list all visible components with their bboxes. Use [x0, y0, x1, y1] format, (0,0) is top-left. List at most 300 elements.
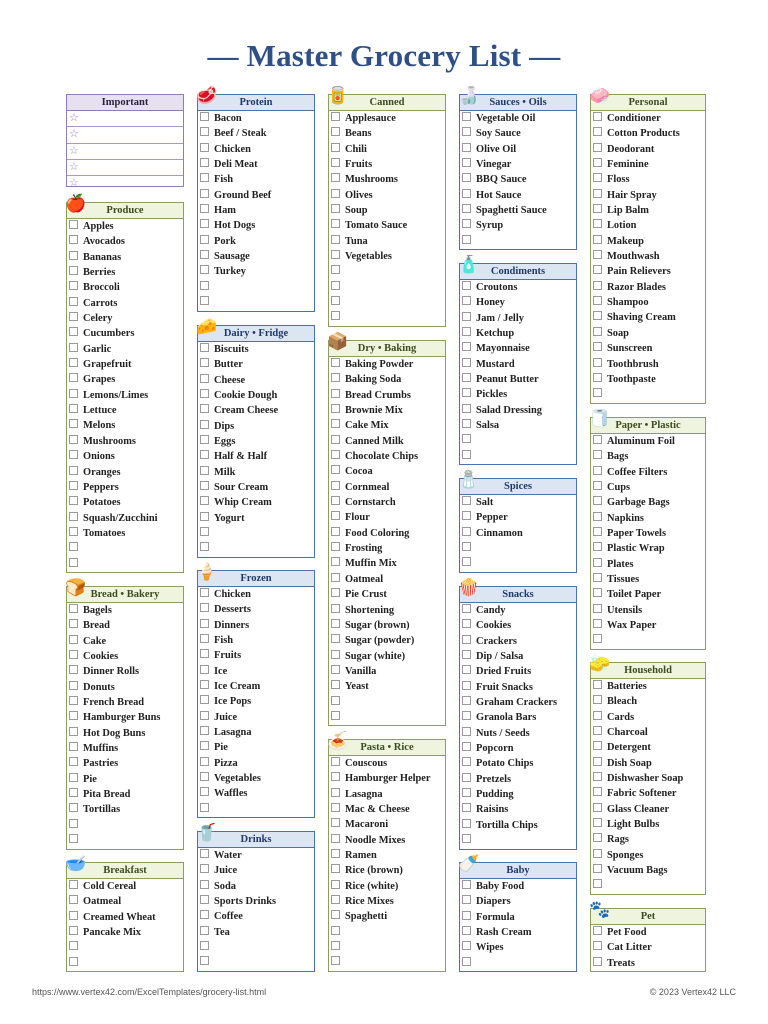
item-checkbox[interactable] [200, 880, 209, 889]
item-checkbox[interactable] [331, 127, 340, 136]
item-checkbox[interactable] [331, 880, 340, 889]
list-item [460, 280, 576, 295]
item-checkbox[interactable] [462, 941, 471, 950]
item-checkbox[interactable] [462, 604, 471, 613]
item-checkbox[interactable] [69, 481, 78, 490]
item-checkbox[interactable] [331, 358, 340, 367]
item-checkbox[interactable] [593, 281, 602, 290]
item-checkbox[interactable] [462, 373, 471, 382]
item-checkbox[interactable] [200, 603, 209, 612]
item-checkbox[interactable] [331, 803, 340, 812]
item-checkbox[interactable] [331, 650, 340, 659]
item-checkbox[interactable] [69, 281, 78, 290]
item-checkbox[interactable] [69, 542, 78, 551]
item-checkbox[interactable] [69, 266, 78, 275]
item-checkbox[interactable] [331, 665, 340, 674]
list-item [329, 526, 445, 541]
item-checkbox[interactable] [462, 511, 471, 520]
item-checkbox[interactable] [462, 327, 471, 336]
item-checkbox[interactable] [331, 173, 340, 182]
item-checkbox[interactable] [593, 435, 602, 444]
item-label: Salad Dressing [476, 404, 542, 416]
item-label: Ham [214, 205, 236, 217]
item-checkbox[interactable] [200, 250, 209, 259]
list-item [460, 772, 576, 787]
item-checkbox[interactable] [69, 650, 78, 659]
item-checkbox[interactable] [200, 956, 209, 965]
item-checkbox[interactable] [331, 941, 340, 950]
item-checkbox[interactable] [462, 788, 471, 797]
item-checkbox[interactable] [69, 803, 78, 812]
item-checkbox[interactable] [331, 588, 340, 597]
item-checkbox[interactable] [593, 527, 602, 536]
item-checkbox[interactable] [331, 542, 340, 551]
item-checkbox[interactable] [69, 711, 78, 720]
item-checkbox[interactable] [331, 435, 340, 444]
item-checkbox[interactable] [69, 496, 78, 505]
item-checkbox[interactable] [69, 251, 78, 260]
list-item [198, 157, 314, 172]
item-checkbox[interactable] [462, 434, 471, 443]
item-checkbox[interactable] [462, 158, 471, 167]
item-checkbox[interactable] [69, 911, 78, 920]
item-checkbox[interactable] [69, 220, 78, 229]
list-item [198, 203, 314, 218]
item-checkbox[interactable] [593, 604, 602, 613]
item-checkbox[interactable] [462, 727, 471, 736]
item-checkbox[interactable] [200, 143, 209, 152]
item-checkbox[interactable] [331, 511, 340, 520]
item-checkbox[interactable] [462, 312, 471, 321]
item-checkbox[interactable] [462, 911, 471, 920]
protein-title: Protein [239, 97, 273, 108]
important-row[interactable]: ☆ [69, 177, 79, 190]
item-label: Peppers [83, 481, 119, 493]
item-checkbox[interactable] [331, 235, 340, 244]
footer-url[interactable]: https://www.vertex42.com/ExcelTemplates/grocery-list.html [32, 987, 267, 997]
item-checkbox[interactable] [331, 496, 340, 505]
item-checkbox[interactable] [593, 573, 602, 582]
item-checkbox[interactable] [69, 435, 78, 444]
item-checkbox[interactable] [200, 542, 209, 551]
item-checkbox[interactable] [69, 880, 78, 889]
item-checkbox[interactable] [331, 250, 340, 259]
item-checkbox[interactable] [331, 910, 340, 919]
item-checkbox[interactable] [331, 373, 340, 382]
item-checkbox[interactable] [69, 512, 78, 521]
item-checkbox[interactable] [462, 742, 471, 751]
item-checkbox[interactable] [593, 219, 602, 228]
list-item [67, 680, 183, 695]
item-checkbox[interactable] [462, 419, 471, 428]
pet-section [589, 900, 706, 972]
item-checkbox[interactable] [462, 281, 471, 290]
item-checkbox[interactable] [69, 665, 78, 674]
important-row[interactable]: ☆ [67, 111, 183, 127]
item-checkbox[interactable] [200, 112, 209, 121]
item-checkbox[interactable] [593, 388, 602, 397]
item-checkbox[interactable] [331, 527, 340, 536]
item-checkbox[interactable] [200, 189, 209, 198]
list-item [591, 848, 705, 863]
item-checkbox[interactable] [200, 634, 209, 643]
item-checkbox[interactable] [69, 450, 78, 459]
item-checkbox[interactable] [69, 926, 78, 935]
item-checkbox[interactable] [462, 219, 471, 228]
item-checkbox[interactable] [69, 788, 78, 797]
item-checkbox[interactable] [593, 512, 602, 521]
item-checkbox[interactable] [69, 941, 78, 950]
item-checkbox[interactable] [593, 957, 602, 966]
item-checkbox[interactable] [69, 773, 78, 782]
item-checkbox[interactable] [593, 558, 602, 567]
important-row[interactable]: ☆ [67, 160, 183, 176]
item-checkbox[interactable] [331, 849, 340, 858]
item-checkbox[interactable] [69, 404, 78, 413]
list-item [329, 172, 445, 187]
item-checkbox[interactable] [200, 404, 209, 413]
item-checkbox[interactable] [462, 542, 471, 551]
item-checkbox[interactable] [200, 481, 209, 490]
item-checkbox[interactable] [200, 374, 209, 383]
item-checkbox[interactable] [462, 557, 471, 566]
item-checkbox[interactable] [462, 404, 471, 413]
item-label: Cornstarch [345, 497, 396, 509]
snacks-section [458, 578, 577, 850]
item-checkbox[interactable] [462, 635, 471, 644]
item-label: Shampoo [607, 297, 649, 309]
item-checkbox[interactable] [462, 696, 471, 705]
item-checkbox[interactable] [462, 527, 471, 536]
item-checkbox[interactable] [593, 296, 602, 305]
item-checkbox[interactable] [331, 895, 340, 904]
item-checkbox[interactable] [200, 450, 209, 459]
item-checkbox[interactable] [462, 496, 471, 505]
item-label: Beef / Steak [214, 128, 267, 140]
item-checkbox[interactable] [593, 833, 602, 842]
item-checkbox[interactable] [200, 435, 209, 444]
bread-header [65, 578, 183, 603]
item-checkbox[interactable] [331, 189, 340, 198]
item-checkbox[interactable] [331, 696, 340, 705]
item-checkbox[interactable] [593, 373, 602, 382]
item-checkbox[interactable] [331, 557, 340, 566]
item-checkbox[interactable] [593, 741, 602, 750]
item-checkbox[interactable] [200, 665, 209, 674]
item-checkbox[interactable] [200, 680, 209, 689]
item-checkbox[interactable] [331, 204, 340, 213]
item-checkbox[interactable] [331, 265, 340, 274]
item-checkbox[interactable] [200, 619, 209, 628]
item-checkbox[interactable] [593, 803, 602, 812]
item-label: Diapers [476, 896, 511, 908]
item-checkbox[interactable] [331, 956, 340, 965]
item-checkbox[interactable] [69, 619, 78, 628]
item-checkbox[interactable] [331, 450, 340, 459]
item-checkbox[interactable] [462, 296, 471, 305]
item-checkbox[interactable] [462, 235, 471, 244]
item-checkbox[interactable] [69, 895, 78, 904]
list-item [591, 434, 705, 449]
item-checkbox[interactable] [462, 681, 471, 690]
item-checkbox[interactable] [331, 788, 340, 797]
item-checkbox[interactable] [331, 296, 340, 305]
item-checkbox[interactable] [593, 250, 602, 259]
item-checkbox[interactable] [462, 957, 471, 966]
item-checkbox[interactable] [200, 864, 209, 873]
item-checkbox[interactable] [200, 420, 209, 429]
item-checkbox[interactable] [200, 512, 209, 521]
item-checkbox[interactable] [331, 772, 340, 781]
item-checkbox[interactable] [462, 665, 471, 674]
item-label: Lasagna [214, 727, 252, 739]
important-row[interactable]: ☆ [67, 144, 183, 160]
item-checkbox[interactable] [200, 343, 209, 352]
item-label: Applesauce [345, 113, 396, 124]
item-checkbox[interactable] [593, 926, 602, 935]
list-item [591, 694, 705, 709]
item-checkbox[interactable] [200, 926, 209, 935]
item-label: Cream Cheese [214, 405, 279, 417]
item-checkbox[interactable] [462, 143, 471, 152]
item-checkbox[interactable] [200, 219, 209, 228]
item-checkbox[interactable] [200, 296, 209, 305]
item-checkbox[interactable] [593, 481, 602, 490]
item-checkbox[interactable] [69, 343, 78, 352]
item-checkbox[interactable] [593, 695, 602, 704]
produce-header [65, 194, 183, 219]
item-checkbox[interactable] [462, 450, 471, 459]
list-item [198, 280, 314, 295]
item-checkbox[interactable] [462, 127, 471, 136]
item-checkbox[interactable] [200, 910, 209, 919]
item-checkbox[interactable] [200, 757, 209, 766]
item-checkbox[interactable] [593, 757, 602, 766]
item-checkbox[interactable] [331, 619, 340, 628]
item-checkbox[interactable] [69, 389, 78, 398]
list-item [591, 572, 705, 587]
item-checkbox[interactable] [331, 634, 340, 643]
item-checkbox[interactable] [331, 757, 340, 766]
item-checkbox[interactable] [593, 726, 602, 735]
item-checkbox[interactable] [462, 112, 471, 121]
item-checkbox[interactable] [331, 112, 340, 121]
item-checkbox[interactable] [331, 680, 340, 689]
item-checkbox[interactable] [200, 849, 209, 858]
pet-header [589, 900, 705, 925]
item-checkbox[interactable] [331, 711, 340, 720]
item-checkbox[interactable] [69, 235, 78, 244]
list-item [329, 710, 445, 725]
item-checkbox[interactable] [462, 880, 471, 889]
item-checkbox[interactable] [69, 681, 78, 690]
item-checkbox[interactable] [69, 727, 78, 736]
item-checkbox[interactable] [69, 742, 78, 751]
item-checkbox[interactable] [593, 466, 602, 475]
item-checkbox[interactable] [331, 143, 340, 152]
item-checkbox[interactable] [200, 204, 209, 213]
item-checkbox[interactable] [462, 711, 471, 720]
item-checkbox[interactable] [69, 834, 78, 843]
item-checkbox[interactable] [593, 634, 602, 643]
item-checkbox[interactable] [200, 695, 209, 704]
item-checkbox[interactable] [593, 235, 602, 244]
item-checkbox[interactable] [69, 757, 78, 766]
item-checkbox[interactable] [331, 404, 340, 413]
page-title: — Master Grocery List — [207, 38, 561, 73]
item-checkbox[interactable] [593, 588, 602, 597]
list-item [329, 510, 445, 525]
item-checkbox[interactable] [200, 389, 209, 398]
item-checkbox[interactable] [69, 419, 78, 428]
item-checkbox[interactable] [331, 573, 340, 582]
item-checkbox[interactable] [593, 496, 602, 505]
item-checkbox[interactable] [593, 711, 602, 720]
item-checkbox[interactable] [331, 604, 340, 613]
item-label: Chili [345, 143, 367, 155]
item-checkbox[interactable] [593, 941, 602, 950]
item-checkbox[interactable] [69, 696, 78, 705]
item-checkbox[interactable] [593, 787, 602, 796]
item-checkbox[interactable] [593, 342, 602, 351]
item-label: Hamburger Helper [345, 773, 431, 785]
item-checkbox[interactable] [593, 189, 602, 198]
item-checkbox[interactable] [593, 358, 602, 367]
item-checkbox[interactable] [462, 819, 471, 828]
item-checkbox[interactable] [593, 772, 602, 781]
item-checkbox[interactable] [200, 265, 209, 274]
item-checkbox[interactable] [200, 496, 209, 505]
item-checkbox[interactable] [200, 741, 209, 750]
item-checkbox[interactable] [69, 604, 78, 613]
item-checkbox[interactable] [331, 465, 340, 474]
item-checkbox[interactable] [69, 527, 78, 536]
item-checkbox[interactable] [69, 558, 78, 567]
item-checkbox[interactable] [462, 619, 471, 628]
item-checkbox[interactable] [593, 542, 602, 551]
item-checkbox[interactable] [331, 281, 340, 290]
item-checkbox[interactable] [69, 297, 78, 306]
personal-title: Personal [628, 97, 668, 108]
item-checkbox[interactable] [200, 527, 209, 536]
item-checkbox[interactable] [200, 649, 209, 658]
item-checkbox[interactable] [200, 895, 209, 904]
item-checkbox[interactable] [331, 219, 340, 228]
baking-icon: 📦 [327, 332, 349, 351]
paper-header [589, 409, 705, 434]
item-checkbox[interactable] [69, 312, 78, 321]
item-label: Bleach [607, 696, 638, 708]
item-checkbox[interactable] [69, 819, 78, 828]
item-checkbox[interactable] [331, 481, 340, 490]
item-label: Conditioner [607, 113, 661, 124]
item-checkbox[interactable] [593, 450, 602, 459]
item-checkbox[interactable] [69, 327, 78, 336]
item-checkbox[interactable] [593, 680, 602, 689]
item-checkbox[interactable] [593, 112, 602, 121]
item-checkbox[interactable] [593, 327, 602, 336]
item-checkbox[interactable] [331, 818, 340, 827]
item-checkbox[interactable] [200, 466, 209, 475]
item-checkbox[interactable] [593, 204, 602, 213]
item-label: Canned Milk [345, 435, 404, 447]
item-checkbox[interactable] [200, 358, 209, 367]
item-checkbox[interactable] [69, 957, 78, 966]
item-checkbox[interactable] [593, 619, 602, 628]
item-checkbox[interactable] [593, 864, 602, 873]
item-label: Sausage [214, 251, 250, 263]
item-label: Utensils [607, 604, 643, 616]
item-checkbox[interactable] [69, 466, 78, 475]
list-item [329, 541, 445, 556]
item-checkbox[interactable] [462, 926, 471, 935]
item-checkbox[interactable] [331, 419, 340, 428]
item-checkbox[interactable] [69, 635, 78, 644]
item-checkbox[interactable] [200, 127, 209, 136]
item-checkbox[interactable] [593, 818, 602, 827]
item-checkbox[interactable] [593, 849, 602, 858]
item-checkbox[interactable] [200, 711, 209, 720]
item-checkbox[interactable] [593, 879, 602, 888]
item-checkbox[interactable] [462, 895, 471, 904]
item-checkbox[interactable] [593, 158, 602, 167]
item-checkbox[interactable] [462, 189, 471, 198]
item-checkbox[interactable] [69, 358, 78, 367]
item-checkbox[interactable] [593, 311, 602, 320]
item-checkbox[interactable] [331, 158, 340, 167]
item-checkbox[interactable] [200, 173, 209, 182]
item-checkbox[interactable] [200, 158, 209, 167]
item-checkbox[interactable] [200, 726, 209, 735]
list-item [198, 725, 314, 740]
item-checkbox[interactable] [462, 803, 471, 812]
item-checkbox[interactable] [462, 773, 471, 782]
item-checkbox[interactable] [331, 926, 340, 935]
list-item [329, 157, 445, 172]
item-checkbox[interactable] [593, 143, 602, 152]
item-checkbox[interactable] [331, 834, 340, 843]
item-checkbox[interactable] [200, 941, 209, 950]
item-checkbox[interactable] [462, 358, 471, 367]
item-checkbox[interactable] [593, 173, 602, 182]
item-checkbox[interactable] [593, 265, 602, 274]
item-checkbox[interactable] [462, 834, 471, 843]
list-item [591, 172, 705, 187]
item-checkbox[interactable] [462, 650, 471, 659]
item-checkbox[interactable] [200, 772, 209, 781]
item-checkbox[interactable] [200, 281, 209, 290]
item-checkbox[interactable] [462, 757, 471, 766]
list-item [67, 925, 183, 940]
item-checkbox[interactable] [462, 204, 471, 213]
list-item [67, 879, 183, 894]
item-checkbox[interactable] [69, 373, 78, 382]
item-checkbox[interactable] [200, 588, 209, 597]
item-checkbox[interactable] [462, 342, 471, 351]
item-checkbox[interactable] [200, 235, 209, 244]
item-checkbox[interactable] [200, 803, 209, 812]
item-checkbox[interactable] [331, 389, 340, 398]
item-checkbox[interactable] [331, 311, 340, 320]
item-checkbox[interactable] [200, 787, 209, 796]
item-checkbox[interactable] [331, 864, 340, 873]
item-checkbox[interactable] [462, 388, 471, 397]
item-label: Frosting [345, 543, 383, 555]
important-row[interactable]: ☆ [67, 127, 183, 143]
item-checkbox[interactable] [593, 127, 602, 136]
item-checkbox[interactable] [462, 173, 471, 182]
sauces-header [458, 86, 576, 111]
